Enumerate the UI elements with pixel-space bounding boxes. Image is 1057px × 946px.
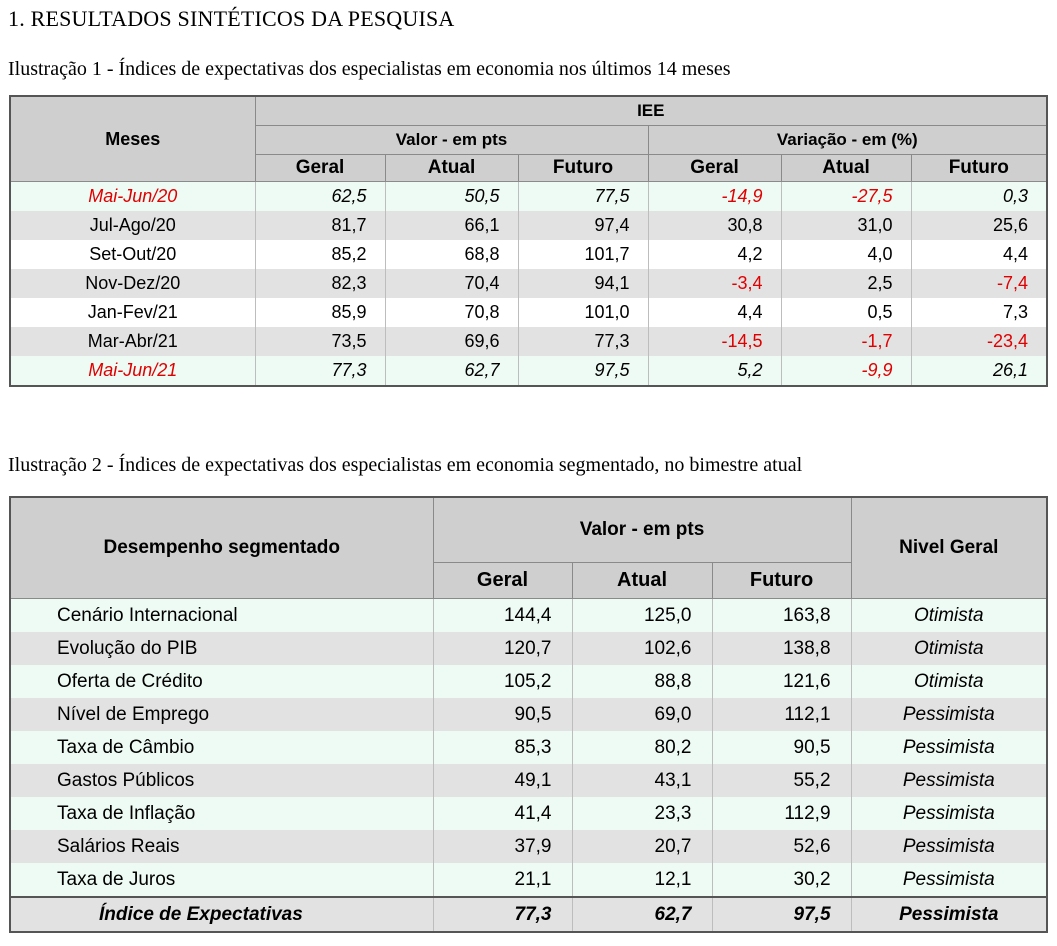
value-cell: 55,2 xyxy=(712,764,851,797)
value-cell: 52,6 xyxy=(712,830,851,863)
value-cell: 105,2 xyxy=(433,665,572,698)
value-cell: 21,1 xyxy=(433,863,572,897)
level-cell: Otimista xyxy=(851,599,1047,633)
sub-header-futuro: Futuro xyxy=(712,563,851,599)
value-cell: 70,8 xyxy=(385,298,518,327)
sub-header-geral-var: Geral xyxy=(648,155,781,182)
value-cell: 4,0 xyxy=(781,240,911,269)
table-row xyxy=(10,665,1047,698)
sub-header-futuro: Futuro xyxy=(518,155,648,182)
value-cell: 81,7 xyxy=(255,211,385,240)
table-row xyxy=(10,269,1047,298)
value-cell: 85,3 xyxy=(433,731,572,764)
col-header-desempenho: Desempenho segmentado xyxy=(10,497,433,599)
value-cell: 120,7 xyxy=(433,632,572,665)
value-cell: 73,5 xyxy=(255,327,385,356)
table-row xyxy=(10,797,1047,830)
value-cell: 77,3 xyxy=(518,327,648,356)
level-cell: Otimista xyxy=(851,632,1047,665)
value-cell: 163,8 xyxy=(712,599,851,633)
segment-label: Taxa de Câmbio xyxy=(10,731,433,764)
value-cell: 2,5 xyxy=(781,269,911,298)
segment-label: Nível de Emprego xyxy=(10,698,433,731)
sub-header-geral: Geral xyxy=(433,563,572,599)
value-cell: 7,3 xyxy=(911,298,1047,327)
table-row xyxy=(10,211,1047,240)
segment-label: Salários Reais xyxy=(10,830,433,863)
value-cell: -27,5 xyxy=(781,182,911,212)
value-cell: 66,1 xyxy=(385,211,518,240)
segment-label: Taxa de Juros xyxy=(10,863,433,897)
level-cell: Otimista xyxy=(851,665,1047,698)
segment-label: Oferta de Crédito xyxy=(10,665,433,698)
sub-header-atual-var: Atual xyxy=(781,155,911,182)
value-cell: 0,3 xyxy=(911,182,1047,212)
group-header-valor: Valor - em pts xyxy=(433,497,851,563)
segment-label: Gastos Públicos xyxy=(10,764,433,797)
sub-header-geral: Geral xyxy=(255,155,385,182)
segment-label: Taxa de Inflação xyxy=(10,797,433,830)
value-cell: 101,0 xyxy=(518,298,648,327)
sub-header-atual: Atual xyxy=(572,563,712,599)
value-cell: 97,5 xyxy=(518,356,648,386)
month-cell: Mar-Abr/21 xyxy=(10,327,255,356)
value-cell: 30,2 xyxy=(712,863,851,897)
level-cell: Pessimista xyxy=(851,830,1047,863)
value-cell: -23,4 xyxy=(911,327,1047,356)
value-cell: 77,3 xyxy=(255,356,385,386)
table-row xyxy=(10,240,1047,269)
value-cell: 144,4 xyxy=(433,599,572,633)
group-header-valor: Valor - em pts xyxy=(255,126,648,155)
value-cell: 43,1 xyxy=(572,764,712,797)
group-header-iee: IEE xyxy=(255,96,1047,126)
total-row xyxy=(10,897,1047,932)
value-cell: 112,9 xyxy=(712,797,851,830)
value-cell: 4,2 xyxy=(648,240,781,269)
value-cell: 30,8 xyxy=(648,211,781,240)
total-level-cell: Pessimista xyxy=(851,897,1047,932)
value-cell: 121,6 xyxy=(712,665,851,698)
value-cell: 77,5 xyxy=(518,182,648,212)
sub-header-futuro-var: Futuro xyxy=(911,155,1047,182)
value-cell: -1,7 xyxy=(781,327,911,356)
value-cell: 68,8 xyxy=(385,240,518,269)
value-cell: 90,5 xyxy=(433,698,572,731)
value-cell: 37,9 xyxy=(433,830,572,863)
value-cell: 25,6 xyxy=(911,211,1047,240)
month-cell: Set-Out/20 xyxy=(10,240,255,269)
value-cell: 49,1 xyxy=(433,764,572,797)
table-row xyxy=(10,863,1047,897)
table-row xyxy=(10,698,1047,731)
value-cell: -14,9 xyxy=(648,182,781,212)
value-cell: 112,1 xyxy=(712,698,851,731)
section-heading: 1. RESULTADOS SINTÉTICOS DA PESQUISA xyxy=(8,6,455,31)
value-cell: 88,8 xyxy=(572,665,712,698)
value-cell: 69,6 xyxy=(385,327,518,356)
table-row xyxy=(10,830,1047,863)
value-cell: 85,2 xyxy=(255,240,385,269)
value-cell: 82,3 xyxy=(255,269,385,298)
month-cell: Mai-Jun/21 xyxy=(10,356,255,386)
value-cell: 4,4 xyxy=(911,240,1047,269)
level-cell: Pessimista xyxy=(851,764,1047,797)
total-value-cell: 77,3 xyxy=(433,897,572,932)
table-row xyxy=(10,327,1047,356)
value-cell: 138,8 xyxy=(712,632,851,665)
table-row xyxy=(10,731,1047,764)
value-cell: 31,0 xyxy=(781,211,911,240)
table-row xyxy=(10,632,1047,665)
table-row xyxy=(10,356,1047,386)
value-cell: 62,5 xyxy=(255,182,385,212)
value-cell: -3,4 xyxy=(648,269,781,298)
month-cell: Jan-Fev/21 xyxy=(10,298,255,327)
value-cell: 62,7 xyxy=(385,356,518,386)
value-cell: 23,3 xyxy=(572,797,712,830)
level-cell: Pessimista xyxy=(851,797,1047,830)
iee-history-table xyxy=(9,95,1048,387)
total-label: Índice de Expectativas xyxy=(10,897,433,932)
value-cell: 4,4 xyxy=(648,298,781,327)
value-cell: 69,0 xyxy=(572,698,712,731)
segment-label: Cenário Internacional xyxy=(10,599,433,633)
level-cell: Pessimista xyxy=(851,731,1047,764)
month-cell: Mai-Jun/20 xyxy=(10,182,255,212)
value-cell: 125,0 xyxy=(572,599,712,633)
total-value-cell: 97,5 xyxy=(712,897,851,932)
value-cell: 12,1 xyxy=(572,863,712,897)
value-cell: 90,5 xyxy=(712,731,851,764)
value-cell: 85,9 xyxy=(255,298,385,327)
value-cell: -7,4 xyxy=(911,269,1047,298)
value-cell: 20,7 xyxy=(572,830,712,863)
month-cell: Nov-Dez/20 xyxy=(10,269,255,298)
table-row xyxy=(10,298,1047,327)
group-header-variacao: Variação - em (%) xyxy=(648,126,1047,155)
table-row xyxy=(10,599,1047,633)
total-value-cell: 62,7 xyxy=(572,897,712,932)
col-header-nivel: Nivel Geral xyxy=(851,497,1047,599)
value-cell: 80,2 xyxy=(572,731,712,764)
value-cell: -14,5 xyxy=(648,327,781,356)
value-cell: 0,5 xyxy=(781,298,911,327)
table-row xyxy=(10,764,1047,797)
value-cell: 26,1 xyxy=(911,356,1047,386)
illustration-1-caption: Ilustração 1 - Índices de expectativas dos especialistas em economia nos últimos 14 meses xyxy=(8,58,731,80)
value-cell: 97,4 xyxy=(518,211,648,240)
value-cell: 101,7 xyxy=(518,240,648,269)
table-row xyxy=(10,182,1047,212)
segment-label: Evolução do PIB xyxy=(10,632,433,665)
month-cell: Jul-Ago/20 xyxy=(10,211,255,240)
value-cell: 50,5 xyxy=(385,182,518,212)
value-cell: 102,6 xyxy=(572,632,712,665)
value-cell: 5,2 xyxy=(648,356,781,386)
segmented-expectations-table xyxy=(9,496,1048,933)
value-cell: 41,4 xyxy=(433,797,572,830)
illustration-2-caption: Ilustração 2 - Índices de expectativas dos especialistas em economia segmentado, no bimestre atual xyxy=(8,454,803,476)
value-cell: -9,9 xyxy=(781,356,911,386)
level-cell: Pessimista xyxy=(851,863,1047,897)
value-cell: 94,1 xyxy=(518,269,648,298)
sub-header-atual: Atual xyxy=(385,155,518,182)
value-cell: 70,4 xyxy=(385,269,518,298)
col-header-meses: Meses xyxy=(10,96,255,182)
level-cell: Pessimista xyxy=(851,698,1047,731)
